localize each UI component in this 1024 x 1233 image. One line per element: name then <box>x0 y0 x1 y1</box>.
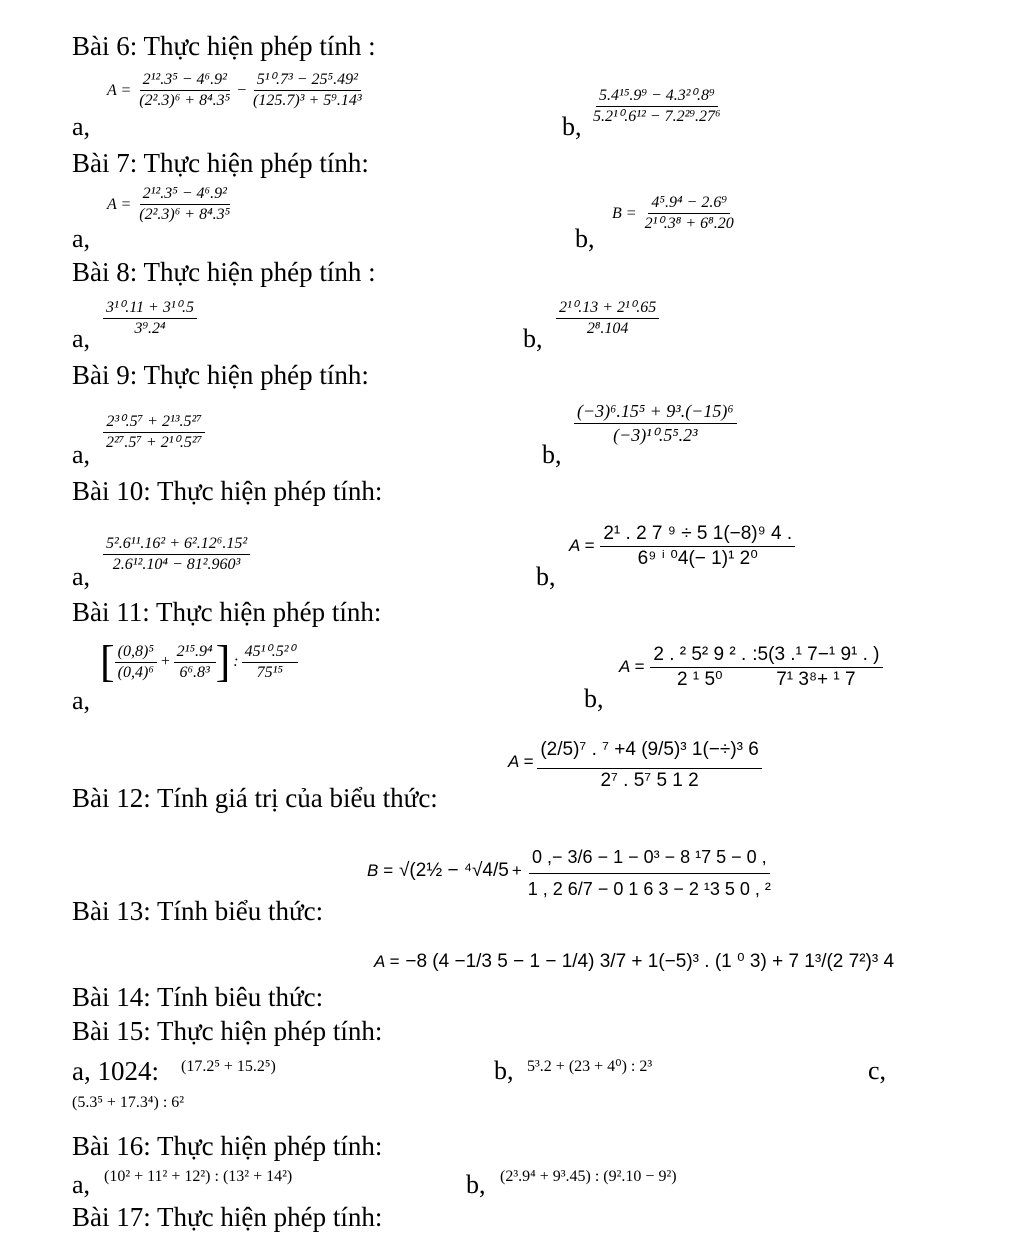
equation-lhs: B = <box>612 204 637 222</box>
problem-11a-expression <box>100 637 298 686</box>
equation-lhs: A = <box>619 657 645 677</box>
denominator: 2 ¹ 5⁰ <box>677 668 723 690</box>
problem-15c-expression: (5.3⁵ + 17.3⁴) : 6² <box>72 1094 185 1111</box>
fraction <box>115 642 157 683</box>
fraction <box>174 642 216 683</box>
denominator: 2⁷ . 5⁷ 5 1 2 <box>600 769 699 791</box>
problem-9a-label: a, <box>72 440 91 469</box>
problem-11a-label: a, <box>72 686 91 715</box>
problem-10b-label: b, <box>536 562 556 591</box>
numerator: 5².6¹¹.16² + 6².12⁶.15² <box>103 534 250 555</box>
denominator: 2⁸.104 <box>586 320 629 337</box>
numerator: 0 ,− 3/6 − 1 − 0³ − 8 ¹7 5 − 0 , <box>529 842 770 874</box>
denominator: (−3)¹⁰.5⁵.2³ <box>613 424 698 445</box>
denominator: (2².3)⁶ + 8⁴.3⁵ <box>139 206 231 223</box>
problem-11-title: Bài 11: Thực hiện phép tính: <box>72 597 382 627</box>
fraction <box>556 298 659 339</box>
fraction <box>242 642 298 683</box>
fraction <box>250 70 365 111</box>
problem-13-expression <box>367 842 774 900</box>
problem-6b-expression <box>590 86 724 127</box>
left-bracket: [ <box>100 637 115 686</box>
denominator: 6⁶.8³ <box>179 663 210 681</box>
numerator: (2/5)⁷ . ⁷ +4 (9/5)³ 1(−÷)³ 6 <box>537 732 761 769</box>
fraction <box>136 70 233 111</box>
problem-6b-label: b, <box>562 112 582 141</box>
problem-15a-label: a, 1024: <box>72 1056 159 1086</box>
numerator: 2¹⁵.9⁴ <box>174 642 216 663</box>
equation-lhs: A = <box>508 752 534 772</box>
fraction <box>650 643 749 692</box>
right-bracket: ] <box>215 637 231 686</box>
numerator: 2 . ² 5² 9 ² . <box>650 643 749 668</box>
numerator: 2¹².3⁵ − 4⁶.9² <box>140 70 230 91</box>
problem-14-expression <box>374 950 895 973</box>
problem-9a-expression <box>103 412 205 453</box>
problem-15c-label: c, <box>868 1056 887 1085</box>
equation-lhs: A = <box>569 536 595 556</box>
denominator: 1 , 2 6/7 − 0 1 6 3 − 2 ¹3 5 0 , ² <box>527 878 771 899</box>
fraction <box>600 522 795 571</box>
fraction <box>103 534 250 575</box>
problem-8b-expression <box>556 298 659 339</box>
denominator: 75¹⁵ <box>256 663 283 681</box>
plus-operator: + <box>159 653 171 670</box>
problem-16a-expression: (10² + 11² + 12²) : (13² + 14²) <box>104 1168 293 1185</box>
minus-operator: − <box>236 81 248 99</box>
numerator: 4⁵.9⁴ − 2.6⁹ <box>648 193 729 214</box>
radical-term: √(2½ − ⁴√4/5 <box>399 860 509 881</box>
problem-7b-label: b, <box>575 224 595 253</box>
problem-15b-expression: 5³.2 + (23 + 4⁰) : 2³ <box>527 1058 653 1075</box>
numerator: 2³⁰.5⁷ + 2¹³.5²⁷ <box>103 412 205 433</box>
problem-17-clip <box>72 1202 672 1232</box>
equation-lhs: A = <box>107 81 132 99</box>
problem-10-title: Bài 10: Thực hiện phép tính: <box>72 476 383 506</box>
numerator: 5.4¹⁵.9⁹ − 4.3²⁰.8⁹ <box>596 86 718 107</box>
clipped-fraction <box>533 732 761 793</box>
equation-lhs: A = <box>107 195 132 213</box>
denominator: 3⁹.2⁴ <box>134 320 166 337</box>
fraction <box>537 732 761 793</box>
fraction <box>103 298 197 339</box>
equation-lhs: B = <box>367 861 393 880</box>
denominator: 2.6¹².10⁴ − 81².960³ <box>112 556 241 573</box>
problem-7b-expression <box>612 193 737 234</box>
denominator: 6⁹ ⁱ ⁰4(− 1)¹ 2⁰ <box>637 547 758 569</box>
problem-15-title: Bài 15: Thực hiện phép tính: <box>72 1016 383 1046</box>
denominator: 7¹ 3⁸+ ¹ 7 <box>776 668 856 690</box>
problem-7a-expression <box>107 184 233 225</box>
equation-lhs: A = <box>374 951 400 971</box>
clipped-fraction <box>525 842 774 900</box>
clipped-expression: −8 (4 −1/3 5 − 1 − 1/4) 3/7 + 1(−5)³ . (1 ⁰ 3) + 7 1³/(2 7²)³ 4 <box>405 951 895 972</box>
numerator: :5(3 .¹ 7−¹ 9¹ . ) <box>749 643 882 668</box>
problem-8a-label: a, <box>72 324 91 353</box>
problem-12-expression <box>508 732 762 793</box>
denominator: (0,4)⁶ <box>117 663 154 681</box>
numerator: (0,8)⁵ <box>115 642 157 663</box>
fraction <box>574 400 737 446</box>
problem-11b-expression <box>619 643 883 692</box>
denominator: (2².3)⁶ + 8⁴.3⁵ <box>139 92 231 109</box>
problem-6a-expression <box>107 70 365 111</box>
numerator: 2¹⁰.13 + 2¹⁰.65 <box>556 298 659 319</box>
denominator: 2¹⁰.3⁸ + 6⁸.20 <box>644 215 734 232</box>
problem-16-title: Bài 16: Thực hiện phép tính: <box>72 1131 383 1161</box>
problem-9b-label: b, <box>542 440 562 469</box>
numerator: 45¹⁰.5²⁰ <box>242 642 298 663</box>
problem-8a-expression <box>103 298 197 339</box>
problem-11b-label: b, <box>584 684 604 713</box>
problem-17-title: Bài 17: Thực hiện phép tính: <box>72 1202 383 1232</box>
problem-10b-expression <box>569 522 795 571</box>
problem-8-title: Bài 8: Thực hiện phép tính : <box>72 257 376 287</box>
numerator: 5¹⁰.7³ − 25⁵.49² <box>254 70 361 91</box>
problem-16a-label: a, <box>72 1170 91 1199</box>
problem-7a-label: a, <box>72 224 91 253</box>
numerator: 2¹ . 2 7 ⁹ ÷ 5 1(−8)⁹ 4 . <box>600 522 795 547</box>
problem-7-title: Bài 7: Thực hiện phép tính: <box>72 148 369 178</box>
denominator: 5.2¹⁰.6¹² − 7.2²⁹.27⁶ <box>593 108 721 125</box>
numerator: 2¹².3⁵ − 4⁶.9² <box>140 184 230 205</box>
numerator: (−3)⁶.15⁵ + 9³.(−15)⁶ <box>574 400 737 424</box>
problem-10a-expression <box>103 534 250 575</box>
plus-operator: + <box>511 861 522 880</box>
problem-10a-label: a, <box>72 562 91 591</box>
problem-6-title: Bài 6: Thực hiện phép tính : <box>72 31 376 61</box>
problem-13-title: Bài 13: Tính biểu thức: <box>72 896 324 926</box>
problem-12-title: Bài 12: Tính giá trị của biểu thức: <box>72 783 438 813</box>
fraction <box>749 643 882 692</box>
fraction <box>590 86 724 127</box>
problem-9-title: Bài 9: Thực hiện phép tính: <box>72 360 369 390</box>
numerator: 3¹⁰.11 + 3¹⁰.5 <box>103 298 197 319</box>
problem-8b-label: b, <box>523 324 543 353</box>
problem-9b-expression <box>574 400 737 446</box>
problem-6a-label: a, <box>72 112 91 141</box>
fraction <box>642 193 737 234</box>
denominator: (125.7)³ + 5⁹.14³ <box>253 92 362 109</box>
divide-operator: : <box>233 653 239 670</box>
problem-16b-label: b, <box>466 1170 486 1199</box>
problem-16b-expression: (2³.9⁴ + 9³.45) : (9².10 − 9²) <box>500 1168 677 1185</box>
problem-14-title: Bài 14: Tính biêu thức: <box>72 982 324 1012</box>
denominator: 2²⁷.5⁷ + 2¹⁰.5²⁷ <box>106 434 203 451</box>
fraction <box>136 184 233 225</box>
problem-15a-expression: (17.2⁵ + 15.2⁵) <box>181 1058 276 1075</box>
fraction <box>525 842 774 900</box>
fraction <box>103 412 205 453</box>
problem-15b-label: b, <box>494 1056 514 1085</box>
